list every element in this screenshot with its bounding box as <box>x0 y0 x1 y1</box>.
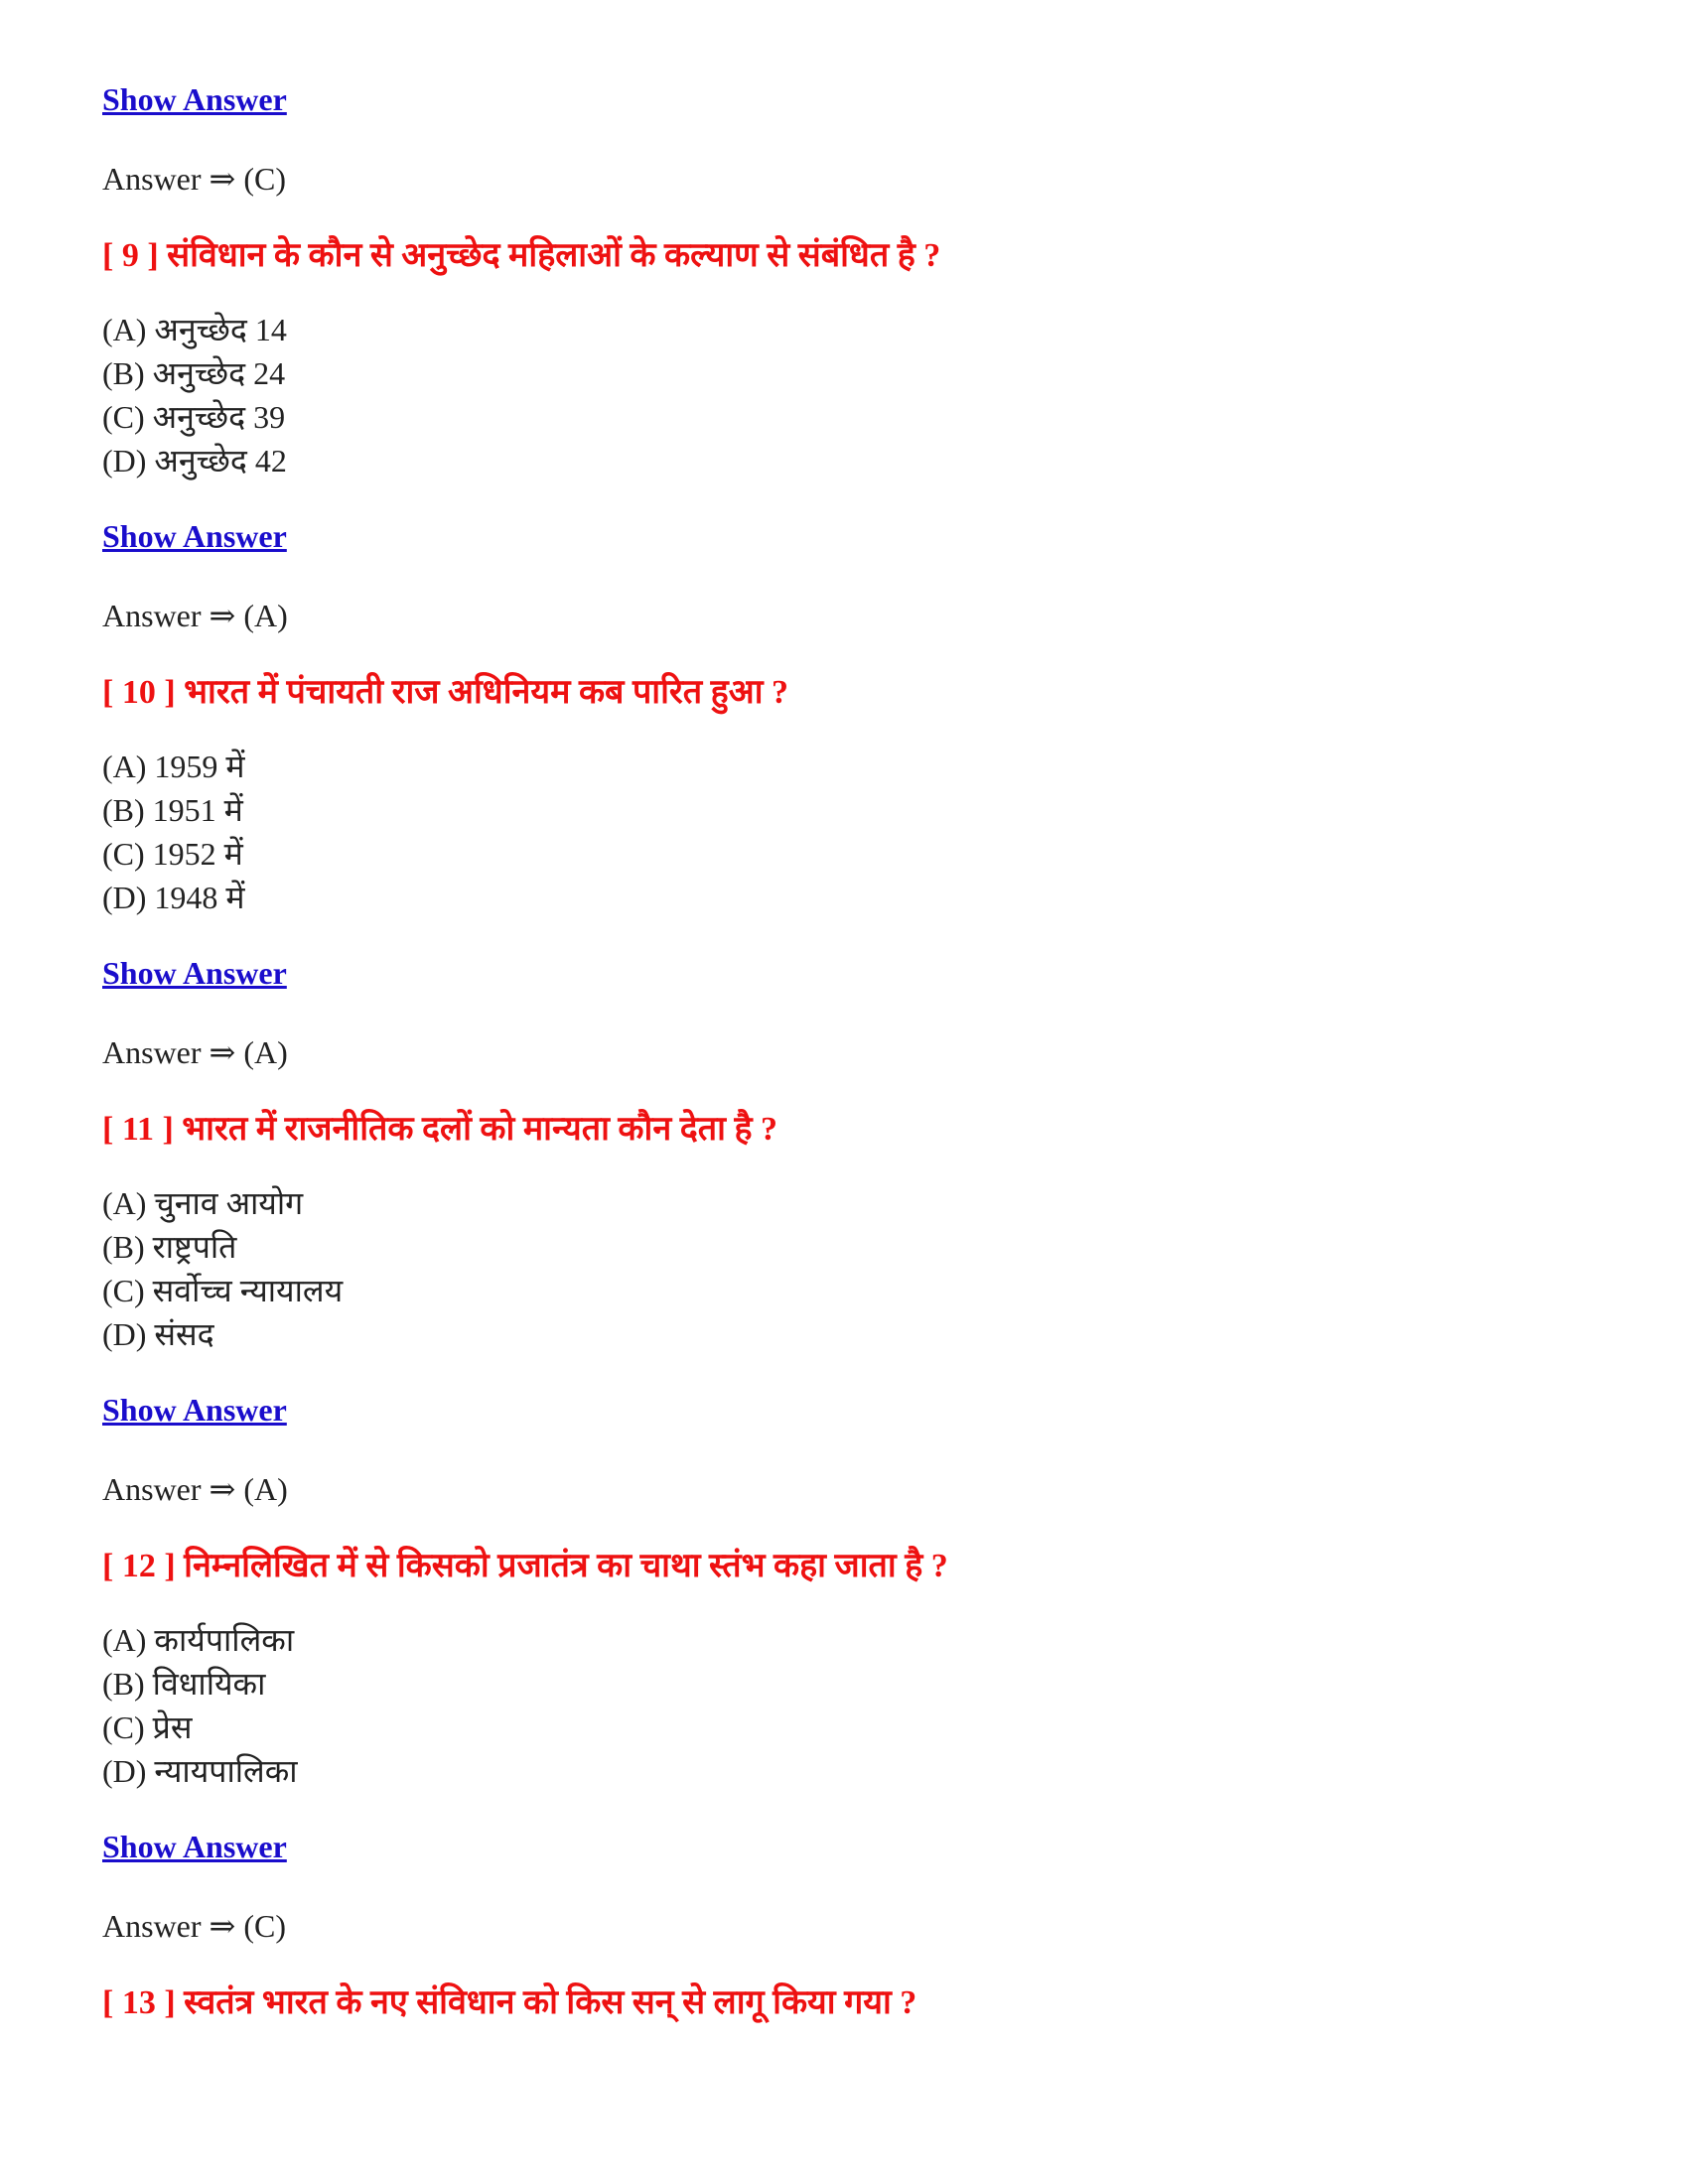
option-item: (C) सर्वोच्च न्यायालय <box>102 1273 344 1308</box>
show-answer-link[interactable]: Show Answer <box>102 1392 287 1428</box>
answer-text: Answer ⇒ (A) <box>102 1471 288 1507</box>
show-answer-link[interactable]: Show Answer <box>102 518 287 554</box>
question-title: [ 9 ] संविधान के कौन से अनुच्छेद महिलाओं के कल्याण से संबंधित है ? <box>102 237 941 274</box>
option-item: (A) 1959 में <box>102 749 245 784</box>
option-item: (D) 1948 में <box>102 880 245 915</box>
document-page <box>102 79 1592 2025</box>
option-item: (C) अनुच्छेद 39 <box>102 399 286 435</box>
answer-text: Answer ⇒ (C) <box>102 161 286 197</box>
question-title: [ 10 ] भारत में पंचायती राज अधिनियम कब पारित हुआ ? <box>102 674 788 711</box>
option-item: (A) अनुच्छेद 14 <box>102 312 287 347</box>
answer-text: Answer ⇒ (C) <box>102 1908 286 1944</box>
show-answer-link[interactable]: Show Answer <box>102 1829 287 1864</box>
question-title: [ 11 ] भारत में राजनीतिक दलों को मान्यता कौन देता है ? <box>102 1111 777 1148</box>
option-item: (B) राष्ट्रपति <box>102 1229 237 1265</box>
option-list <box>102 745 1592 919</box>
option-item: (B) अनुच्छेद 24 <box>102 355 286 391</box>
option-item: (A) चुनाव आयोग <box>102 1185 304 1221</box>
option-item: (C) प्रेस <box>102 1709 193 1745</box>
question-title: [ 13 ] स्वतंत्र भारत के नए संविधान को किस सन् से लागू किया गया ? <box>102 1984 917 2021</box>
show-answer-link[interactable]: Show Answer <box>102 81 287 117</box>
option-item: (C) 1952 में <box>102 836 243 872</box>
option-item: (D) संसद <box>102 1316 214 1352</box>
answer-text: Answer ⇒ (A) <box>102 1034 288 1070</box>
answer-text: Answer ⇒ (A) <box>102 598 288 633</box>
option-item: (D) न्यायपालिका <box>102 1753 298 1789</box>
option-item: (D) अनुच्छेद 42 <box>102 443 287 478</box>
option-item: (A) कार्यपालिका <box>102 1622 295 1658</box>
option-list <box>102 1181 1592 1356</box>
show-answer-link[interactable]: Show Answer <box>102 955 287 991</box>
option-list <box>102 1618 1592 1793</box>
question-title: [ 12 ] निम्नलिखित में से किसको प्रजातंत्र का चाथा स्तंभ कहा जाता है ? <box>102 1548 948 1584</box>
option-item: (B) 1951 में <box>102 792 243 828</box>
option-item: (B) विधायिका <box>102 1666 266 1702</box>
option-list <box>102 308 1592 482</box>
